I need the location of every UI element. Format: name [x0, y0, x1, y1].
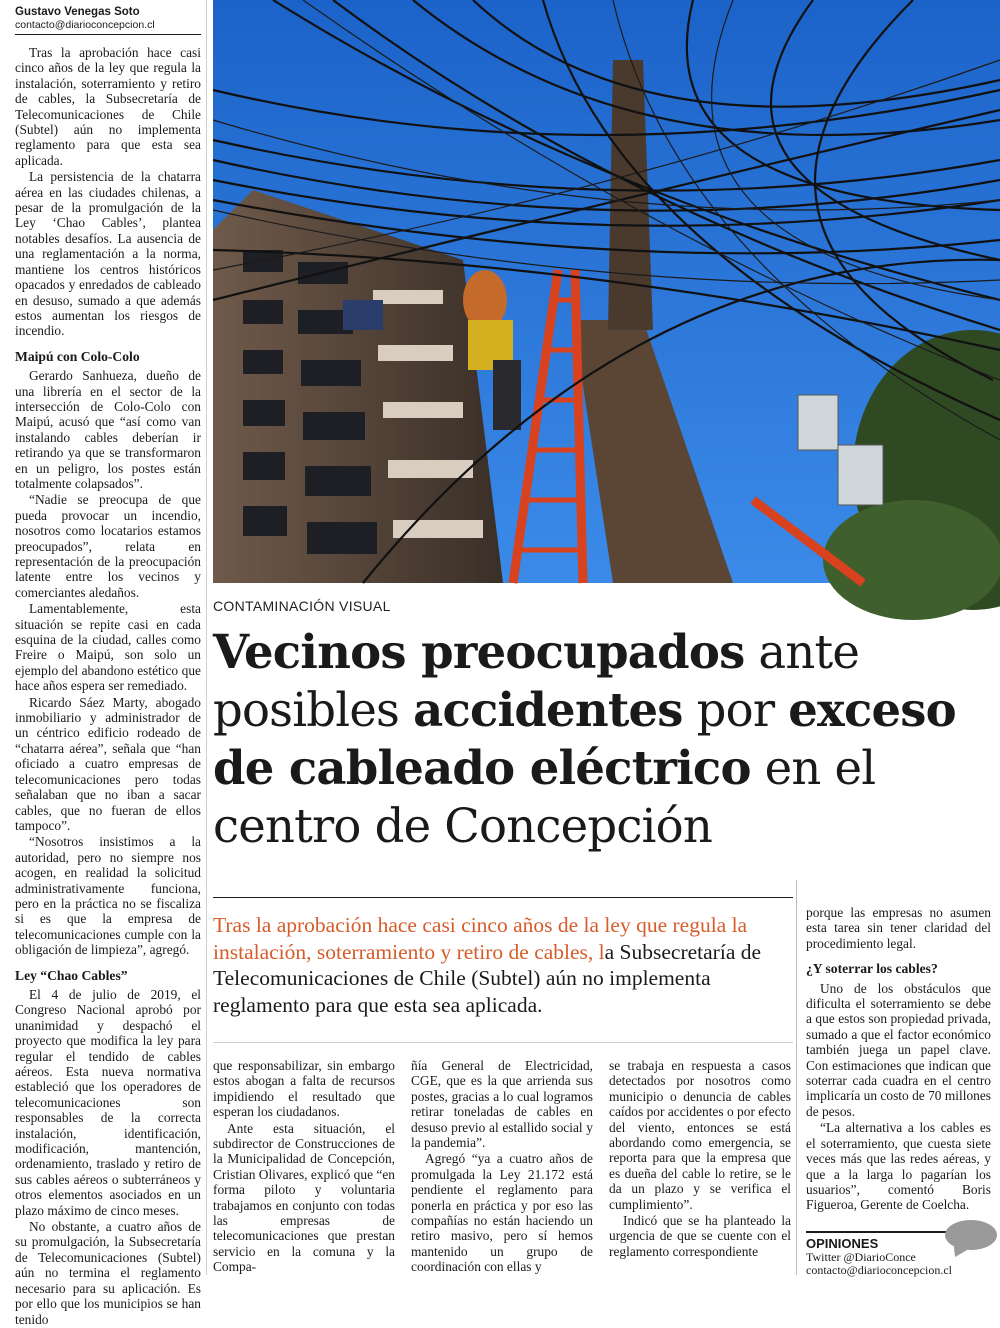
subhead-ley: Ley “Chao Cables”	[15, 967, 128, 983]
paragraph: “La alternativa a los cables es el soterramiento, que cuesta siete veces más que las redes aéreas, y que a la larga lo pagarían los usuarios”, comentó Boris Figueroa, Gerente de Coelcha.	[806, 1120, 991, 1213]
paragraph: No obstante, a cuatro años de su promulgación, la Subsecretaría de Telecomunicaciones (Subtel) aún no termina el reglamento necesario para su aplicación. Es por ello que los municipios se han tenido	[15, 1219, 201, 1327]
body-column-3	[411, 1058, 593, 1276]
paragraph: ñía General de Electricidad, CGE, que es la que arrienda sus postes, gracias a lo cual logramos retirar toneladas de cables en desuso previo al estallido social y la pandemia”.	[411, 1058, 593, 1151]
byline-author: Gustavo Venegas Soto	[15, 6, 140, 18]
paragraph: Indicó que se ha planteado la urgencia de que se cuente con el reglamento correspondiente	[609, 1213, 791, 1259]
left-column	[15, 6, 201, 1328]
opiniones-email: contacto@diarioconcepcion.cl	[806, 1263, 952, 1278]
speech-bubble-icon	[945, 1220, 997, 1250]
paragraph: El 4 de julio de 2019, el Congreso Nacional aprobó por unanimidad y despachó el proyecto que modifica la ley para regular el tendido de cables aéreos. Esta nueva normativa estableció que los operadores de telecomunicaciones son responsables de la correcta instalación, identificación, modificación, mantención, ordenamiento, traslado y retiro de sus cables aéreos o subterráneos y otros elementos asociados en un plazo máximo de cinco meses.	[15, 986, 201, 1218]
headline-part: accidentes	[413, 682, 683, 737]
headline	[213, 623, 993, 855]
paragraph: Uno de los obstáculos que dificulta el soterramiento se debe a que estos son propiedad privada, sumado a que el factor económico también juega un papel clave. Con estimaciones que indican que soterrar cada cuadra en el centro implicaría un costo de 70 millones de pesos.	[806, 980, 991, 1119]
opiniones-twitter: Twitter @DiarioConce	[806, 1250, 916, 1265]
headline-part: exceso de cableado eléctrico	[213, 682, 956, 795]
subhead-soterrar: ¿Y soterrar los cables?	[806, 961, 938, 977]
deck-right-rule	[796, 880, 797, 1275]
paragraph: “Nadie se preocupa de que pueda provocar un incendio, nosotros como locatarios estamos preocupados”, relata en representación de la preocupación latente entre los vecinos y comerciantes aledaños.	[15, 492, 201, 600]
headline-part: Vecinos preocupados	[213, 624, 745, 679]
paragraph: Ante esta situación, el subdirector de Construcciones de la Municipalidad de Concepción, Cristian Olivares, explicó que “en forma piloto y voluntaria trabajamos en conjunto con todas las empresas de telecomunicaciones que prestan servicio en la comuna y la Compa-	[213, 1120, 395, 1275]
headline-part: ante posibles	[213, 625, 860, 737]
paragraph: Ricardo Sáez Marty, abogado inmobiliario y administrador de un céntrico edificio rodeado de “chatarra aérea”, señala que “han oficiado a cuatro empresas de telecomunicaciones pero todas señalaban que no iban a sacar cables, que no fueran de ellos tampoco”.	[15, 694, 201, 833]
paragraph: que responsabilizar, sin embargo estos abogan a falta de recursos impidiendo el resultado que esperan los ciudadanos.	[213, 1058, 395, 1120]
paragraph: porque las empresas no asumen esta tarea sin tener claridad del procedimiento legal.	[806, 905, 991, 951]
body-column-2	[213, 1058, 395, 1276]
paragraph: Gerardo Sanhueza, dueño de una librería en el sector de la intersección de Colo-Colo con Maipú, acusó que “así como van instalando cables deberían ir retirando ya que se transformaron en un peligro, los postes están totalmente colapsados”.	[15, 368, 201, 491]
deck-top-rule	[213, 897, 793, 898]
deck	[213, 912, 793, 1018]
deck-black: a Subsecretaría de Telecomunicaciones de Chile (Subtel) aún no implementa reglamento para que esta sea aplicada.	[213, 939, 762, 1017]
deck-bottom-rule	[213, 1042, 793, 1043]
column-divider	[206, 0, 207, 1275]
paragraph: se trabaja en respuesta a casos detectados por nosotros como municipio o denuncia de cables caídos por accidentes o por efecto del viento, entonces se está abordando como emergencia, se reporta para que la empresa que es dueña del cable lo retire, se le da un plazo y se verifica el cumplimiento”.	[609, 1058, 791, 1212]
paragraph: La persistencia de la chatarra aérea en las ciudades chilenas, a pesar de la promulgación de la Ley ‘Chao Cables’, plantea notables desafíos. La ausencia de una reglamentación a la norma, mantiene los centros históricos opacados y enredados de cableado en desuso, sumado a que además estos aumentan los riesgos de incendio.	[15, 169, 201, 339]
opiniones-title: OPINIONES	[806, 1231, 991, 1251]
headline-part: en el centro de Concepción	[213, 741, 876, 853]
cables-photo-illustration	[213, 0, 1000, 583]
paragraph: Lamentablemente, esta situación se repite casi en cada esquina de la ciudad, calles como Freire o Maipú, son solo un ejemplo del abandono estético que hace años espera ser remediado.	[15, 601, 201, 694]
paragraph: Tras la aprobación hace casi cinco años de la ley que regula la instalación, soterramiento y retiro de cables, la Subsecretaría de Telecomunicaciones de Chile (Subtel) aún no implementa reglamento para que esta sea aplicada.	[15, 45, 201, 168]
deck-red: Tras la aprobación hace casi cinco años de la ley que regula la instalación, soterramiento y retiro de cables, l	[213, 913, 748, 964]
article-photo	[213, 0, 1000, 583]
headline-part: por	[682, 683, 789, 737]
subhead-maipu: Maipú con Colo-Colo	[15, 348, 140, 364]
paragraph: “Nosotros insistimos a la autoridad, pero no siempre nos acogen, en realidad la solicitud administrativamente funciona, pero en la práctica no se fiscaliza si es que la empresa de telecomunicaciones cumple con la obligación de limpieza”, agregó.	[15, 834, 201, 958]
section-kicker: CONTAMINACIÓN VISUAL	[213, 598, 391, 614]
byline-email: contacto@diarioconcepcion.cl	[15, 19, 201, 35]
body-column-4	[609, 1058, 791, 1260]
paragraph: Agregó “ya a cuatro años de promulgada la Ley 21.172 está pendiente el reglamento para ponerla en práctica y por eso las compañías no están haciendo un retiro masivo, pero sí hemos mantenido un grupo de coordinación con ellas y	[411, 1151, 593, 1275]
